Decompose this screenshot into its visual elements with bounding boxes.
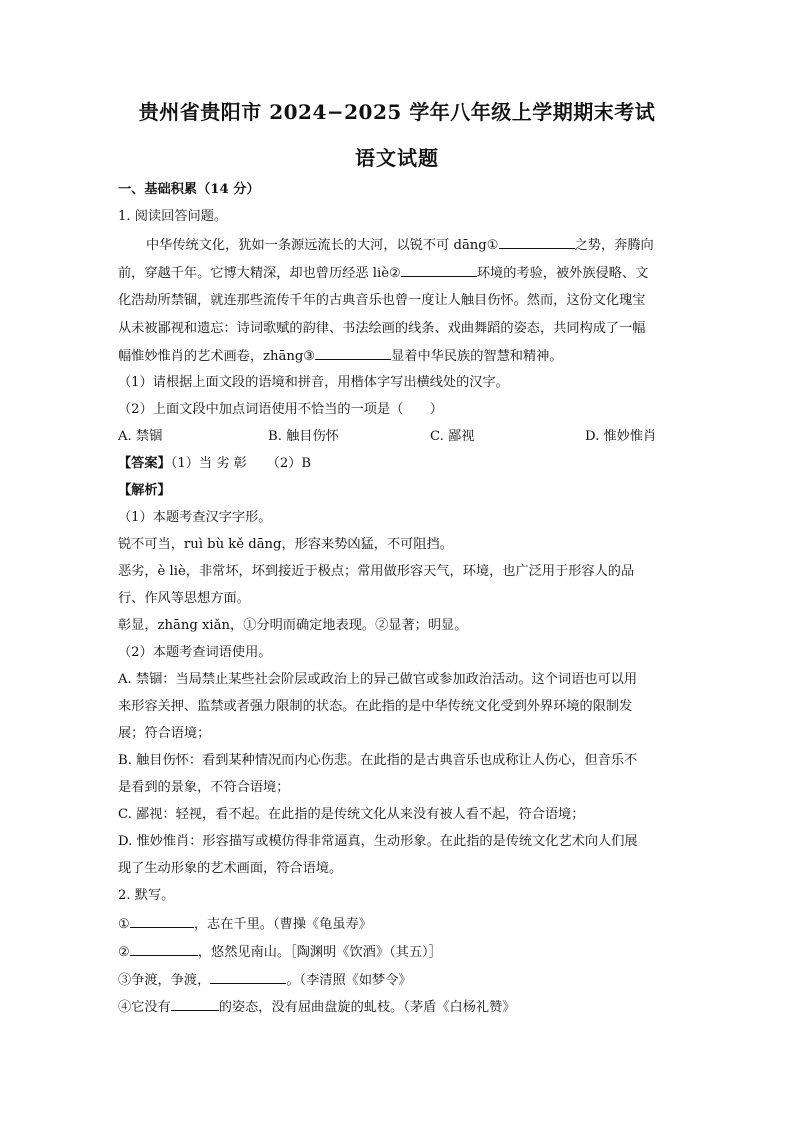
analysis-line: 行、作风等思想方面。 <box>118 591 250 606</box>
dictation-blank-4[interactable] <box>171 998 219 1011</box>
analysis-line: （2）本题考查词语使用。 <box>118 645 272 660</box>
dictation-blank-3[interactable] <box>210 971 286 984</box>
dictation-blank-2[interactable] <box>130 943 198 956</box>
passage-text: 幅惟妙惟肖的艺术画卷，zhāng③ <box>118 349 316 364</box>
passage-text: 环境的考验，被外族侵略、文 <box>476 266 649 281</box>
dictation-line-3 <box>118 971 678 990</box>
analysis-line: C. 鄙视：轻视，看不起。在此指的是传统文化从来没有被人看不起，符合语境； <box>118 807 585 822</box>
analysis-line: 来形容关押、监禁或者强力限制的状态。在此指的是中华传统文化受到外界环境的限制发 <box>118 699 633 714</box>
question-1-stem: 1. 阅读回答问题。 <box>118 209 228 224</box>
answer-label: 【答案】 <box>118 456 171 471</box>
dictation-text: ，志在千里。（曹操《龟虽寿》 <box>193 917 372 932</box>
passage-line-5 <box>118 347 678 366</box>
analysis-line: 恶劣，è liè，非常坏，坏到接近于极点；常用做形容天气，环境，也广泛用于形容人的品 <box>118 564 635 579</box>
analysis-line: 展；符合语境； <box>118 726 211 741</box>
analysis-line: 彰显，zhāng xiǎn，①分明而确定地表现。②显著；明显。 <box>118 618 468 633</box>
dictation-blank-1[interactable] <box>130 915 194 928</box>
analysis-line: 现了生动形象的艺术画面，符合语境。 <box>118 861 343 876</box>
page-title: 贵州省贵阳市 2024−2025 学年八年级上学期期末考试 <box>138 100 656 124</box>
section-heading: 一、基础积累（14 分） <box>118 182 260 197</box>
passage-line-4: 从未被鄙视和遗忘：诗词歌赋的韵律、书法绘画的线条、戏曲舞蹈的姿态，共同构成了一幅 <box>118 321 646 336</box>
option-b[interactable]: B. 触目伤怀 <box>268 429 339 444</box>
analysis-line: D. 惟妙惟肖：形容描写或模仿得非常逼真，生动形象。在此指的是传统文化艺术向人们展 <box>118 834 638 849</box>
dictation-text: ④它没有 <box>118 1000 171 1015</box>
analysis-line: B. 触目伤怀：看到某种情况而内心伤悲。在此指的是古典音乐也成称让人伤心，但音乐不 <box>118 753 638 768</box>
analysis-label: 【解析】 <box>118 483 171 498</box>
dictation-text: ，悠然见南山。［陶渊明《饮酒》（其五）］ <box>197 945 442 960</box>
passage-line-2 <box>118 264 678 283</box>
dictation-text: ② <box>118 945 130 960</box>
analysis-line: 是看到的景象，不符合语境； <box>118 780 290 795</box>
passage-text: 中华传统文化，犹如一条源远流长的大河，以锐不可 dāng① <box>146 238 499 253</box>
fill-blank-3[interactable] <box>315 347 391 360</box>
dictation-line-1 <box>118 915 678 934</box>
dictation-text: ① <box>118 917 130 932</box>
dictation-text: 的姿态，没有屈曲盘旋的虬枝。（茅盾《白杨礼赞》 <box>218 1000 516 1015</box>
dictation-line-2 <box>118 943 678 962</box>
fill-blank-1[interactable] <box>499 236 575 249</box>
passage-text: 前，穿越千年。它博大精深，却也曾历经恶 liè② <box>118 266 401 281</box>
sub-question-1: （1）请根据上面文段的语境和拼音，用楷体字写出横线处的汉字。 <box>118 375 509 390</box>
analysis-line: （1）本题考查汉字字形。 <box>118 510 272 525</box>
answer-line <box>118 455 678 473</box>
passage-line-1 <box>146 236 678 255</box>
option-d[interactable]: D. 惟妙惟肖 <box>585 429 657 444</box>
fill-blank-2[interactable] <box>401 264 477 277</box>
question-2-stem: 2. 默写。 <box>118 888 175 903</box>
option-a[interactable]: A. 禁锢 <box>118 429 163 444</box>
dictation-text: ③争渡，争渡， <box>118 973 211 988</box>
passage-text: 之势，奔腾向 <box>574 238 654 253</box>
sub-question-2: （2）上面文段中加点词语使用不恰当的一项是（ ） <box>118 402 443 417</box>
passage-text: 显着中华民族的智慧和精神。 <box>391 349 563 364</box>
option-c[interactable]: C. 鄙视 <box>430 429 475 444</box>
dictation-text: 。（李清照《如梦令》 <box>286 973 412 988</box>
passage-line-3: 化浩劫所禁锢，就连那些流传千年的古典音乐也曾一度让人触目伤怀。然而，这份文化瑰宝 <box>118 293 646 308</box>
dictation-line-4 <box>118 998 678 1017</box>
analysis-line: A. 禁锢：当局禁止某些社会阶层或政治上的异己做官或参加政治活动。这个词语也可以用 <box>118 672 638 687</box>
answer-text: （1）当 劣 彰 （2）B <box>170 456 312 471</box>
page-subtitle: 语文试题 <box>355 146 439 170</box>
analysis-line: 锐不可当，ruì bù kě dāng，形容来势凶猛，不可阻挡。 <box>118 537 453 552</box>
